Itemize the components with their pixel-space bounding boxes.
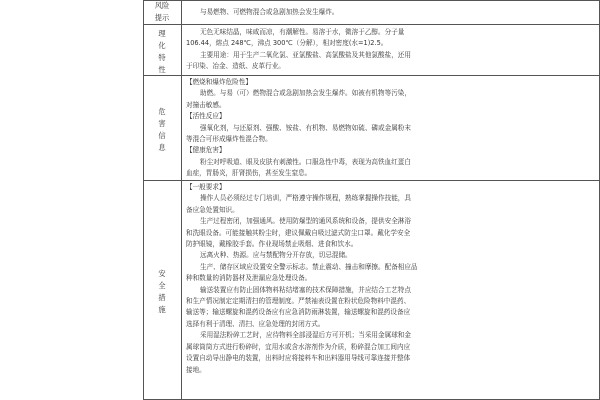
row-content-risk <box>186 7 594 18</box>
text-line: 粉尘对呼吸道、眼及皮肤有刺激性。口服急性中毒，表现为高铁血红蛋白 <box>200 157 411 166</box>
text-line: 和生产情况制定定期清扫的管理制度。严禁袖表设置在粉状危险物料中混药、 <box>186 297 411 306</box>
text-line: 防护眼镜，戴橡胶手套。作业现场禁止吸烟、进食和饮水。 <box>186 240 358 249</box>
section-heading: 【健康危害】 <box>186 146 226 155</box>
text-line: 采用湿法粉碎工艺时，应待物料全部浸湿后方可开机；当采用金属球和金 <box>200 331 411 340</box>
row-border <box>143 0 600 1</box>
text-line: 输送等；输送螺旋和混药设备应有应急消防雨淋装置，输送螺旋和混药设备应 <box>186 308 411 317</box>
text-line: 备应急处置知识。 <box>186 205 239 214</box>
text-line: 属球筒筒方式进行粉碎时，宜用水或含水溶剂作为介质，粉碎混合加工间内应 <box>186 342 411 351</box>
text-line: 输送装置应有防止固体物料粘结堵塞的技术保障措施，并应结合工艺特点 <box>200 285 411 294</box>
text-line: 于印染、冶金、造纸、皮革行业。 <box>186 62 285 71</box>
text-line: 远离火种、热源。应与禁配物分开存放，切忌混储。 <box>200 251 352 260</box>
section-heading: 【活性反应】 <box>186 112 226 121</box>
text-line: 106.44，熔点 248℃，沸点 300℃（分解），相对密度(水=1)2.5。 <box>186 39 388 48</box>
text-line: 与易燃物、可燃物混合或急剧加热会发生爆炸。 <box>200 8 339 16</box>
row-label-safety: 安 全 措 施 <box>158 269 166 314</box>
text-line: 选择有利于清理、清扫、应急处理的封闭方式。 <box>186 319 325 328</box>
row-label-risk: 风险 提示 <box>154 1 170 22</box>
text-line: 血症，胃肠炎，肝肾损伤，甚至发生窒息。 <box>186 169 312 178</box>
text-line: 强氧化剂，与还原剂、强酸、铵盐、有机物、易燃物如硫、磷或金属粉末 <box>200 123 411 132</box>
row-border <box>143 24 600 25</box>
column-divider <box>181 0 182 400</box>
text-line: 生产过程密闭，加强通风。使用防爆型的通风系统和设备，提供安全淋浴 <box>200 217 411 226</box>
row-content-safety <box>186 182 594 376</box>
text-line: 种和数量的消防器材及泄漏应急处理设备。 <box>186 274 312 283</box>
text-line: 设置自动导出静电的装置，出料时应将接料车和出料器用导线可靠连接并整体 <box>186 354 411 363</box>
text-line: 操作人员必须经过专门培训，严格遵守操作规程，熟练掌握操作技能，具 <box>200 194 411 203</box>
row-border <box>143 180 600 181</box>
text-line: 和洗眼设备。可能接触其粉尘时，建议佩戴自吸过滤式防尘口罩。戴化学安全 <box>186 228 411 237</box>
row-border <box>143 75 600 76</box>
row-content-properties <box>186 27 594 73</box>
row-label-hazard: 危 害 信 息 <box>158 107 166 152</box>
row-content-hazard <box>186 77 594 180</box>
text-line: 主要用途：用于生产二氧化氯、亚氯酸盐、高氯酸盐及其他氯酸盐，还用 <box>200 50 411 59</box>
text-line: 对撞击敏感。 <box>186 100 226 109</box>
text-line: 助燃。与易（可）燃物混合或急剧加热会发生爆炸。如被有机物等污染， <box>200 89 411 98</box>
section-heading: 【燃烧和爆炸危险性】 <box>186 78 252 86</box>
text-line: 生产、储存区域应设置安全警示标志。禁止震动、撞击和摩擦。配备相应品 <box>200 262 418 271</box>
text-line: 等混合可形成爆炸性混合物。 <box>186 135 272 144</box>
section-heading: 【一般要求】 <box>186 183 226 191</box>
row-label-properties: 理 化 特 性 <box>158 29 166 74</box>
text-line: 接地。 <box>186 365 206 374</box>
text-line: 无色无味结晶，味咸而凉，有潮解性。易溶于水，微溶于乙醇。分子量 <box>200 28 405 36</box>
